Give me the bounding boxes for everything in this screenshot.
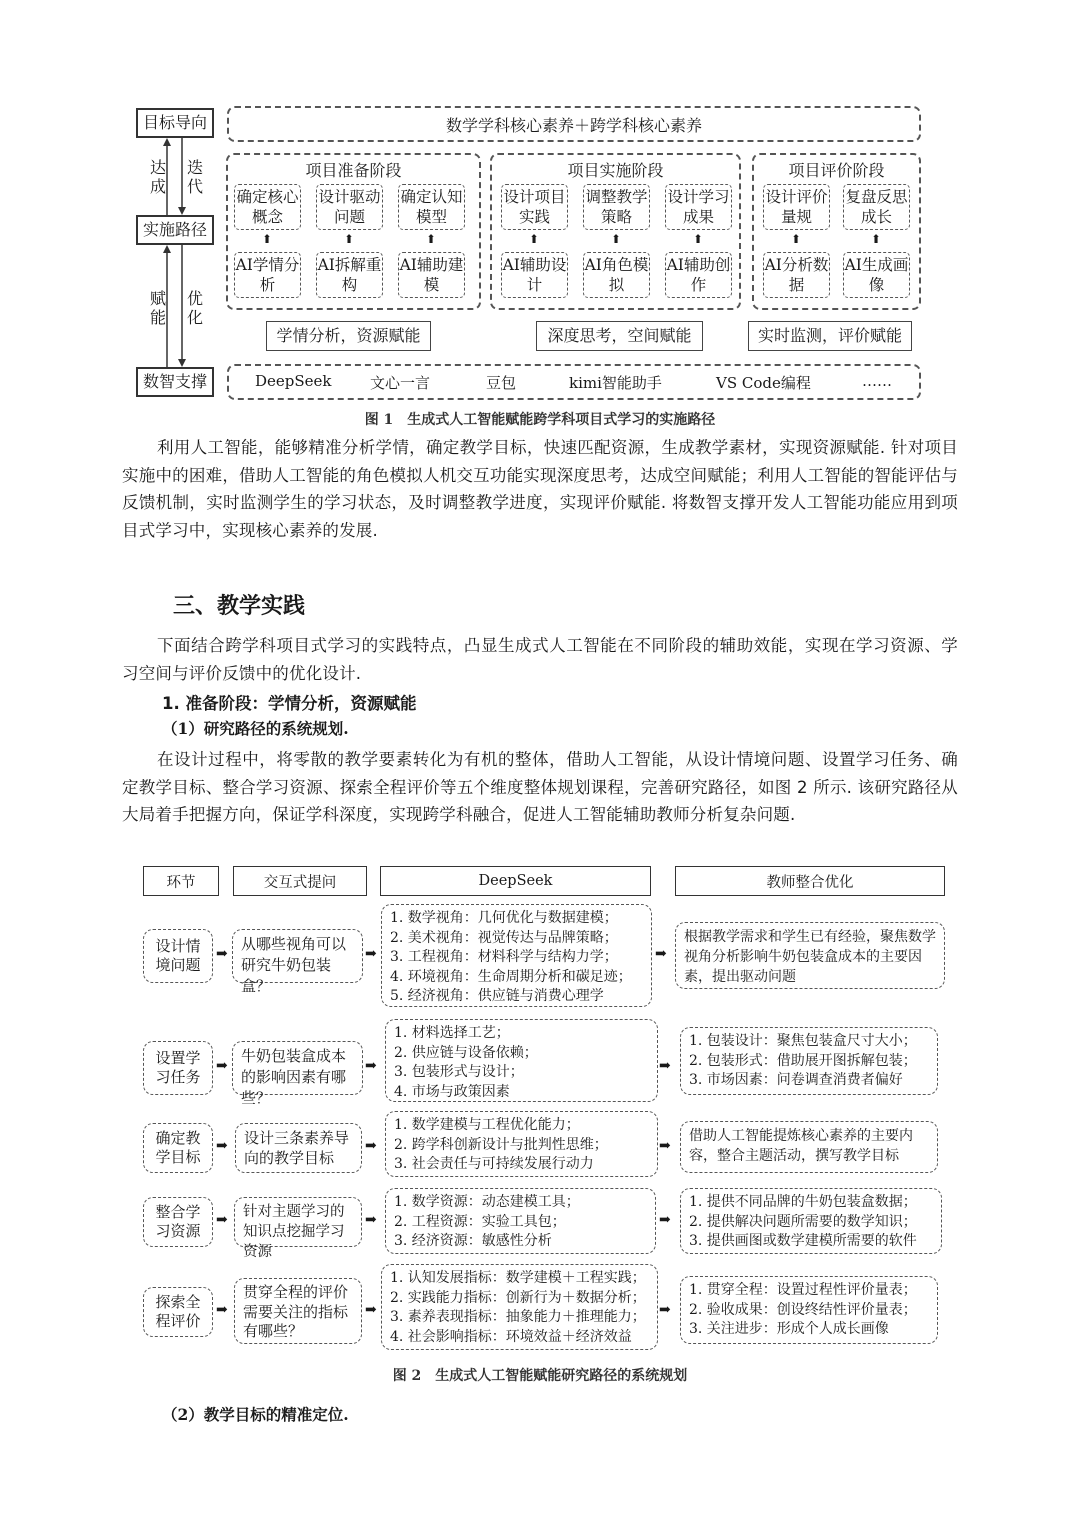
stage-evaluate-title: 项目评价阶段 [788, 161, 885, 180]
deepseek-box: 1. 认知发展指标：数学建模＋工程实践； 2. 实践能力指标：创新行为＋数据分析； 3. 素养表现指标：抽象能力＋推理能力； 4. 社会影响指标：环境效益＋经济效益 [381, 1264, 658, 1350]
arrow-right-icon: ➡ [659, 1138, 671, 1154]
step-box: 探索全程评价 [143, 1287, 213, 1337]
task-box: 设计驱动问题 [316, 184, 383, 230]
task-box: 设计学习成果 [665, 184, 732, 230]
teacher-box: 根据教学需求和学生已有经验，聚焦数学视角分析影响牛奶包装盒成本的主要因素，提出驱动问题 [675, 922, 945, 989]
subheading-1: 1. 准备阶段：学情分析，资源赋能 [162, 694, 417, 713]
tool-wenxin: 文心一言 [370, 374, 431, 392]
question-box: 从哪些视角可以研究牛奶包装盒？ [232, 929, 363, 983]
header-step: 环节 [143, 866, 219, 896]
ai-box: AI辅助建模 [398, 252, 465, 298]
arrow-right-icon: ➡ [216, 946, 228, 962]
section-title: 三、教学实践 [173, 594, 306, 619]
task-box: 设计项目实践 [501, 184, 568, 230]
ai-box: AI学情分析 [234, 252, 301, 298]
teacher-box: 1. 贯穿全程：设置过程性评价量表； 2. 验收成果：创设终结性评价量表； 3. 关注进步：形成个人成长画像 [680, 1276, 938, 1344]
task-box: 设计评价量规 [763, 184, 830, 230]
up-arrow-icon: ⬆ [425, 232, 437, 246]
step-box: 确定教学目标 [143, 1123, 213, 1173]
arrow-right-icon: ➡ [659, 1302, 671, 1318]
question-box: 贯穿全程的评价需要关注的指标有哪些？ [234, 1278, 362, 1344]
figure-2-caption: 图 2 生成式人工智能赋能研究路径的系统规划 [392, 1368, 688, 1384]
stage-prepare-title: 项目准备阶段 [305, 161, 402, 180]
task-box: 确定核心概念 [234, 184, 301, 230]
header-deepseek: DeepSeek [380, 866, 651, 896]
step-box: 整合学习资源 [143, 1197, 213, 1247]
implementation-path-box: 实施路径 [136, 215, 214, 245]
step-box: 设计情境问题 [143, 929, 213, 983]
arrow-right-icon: ➡ [216, 1302, 228, 1318]
up-arrow-icon: ⬆ [790, 232, 802, 246]
arrow-right-icon: ➡ [365, 946, 377, 962]
up-arrow-icon: ⬆ [528, 232, 540, 246]
up-arrow-icon: ⬆ [692, 232, 704, 246]
arrow-right-icon: ➡ [365, 1058, 377, 1074]
tool-kimi: kimi智能助手 [569, 374, 662, 392]
arrow-right-icon: ➡ [655, 946, 667, 962]
label-optimize: 优化 [186, 289, 203, 327]
figure-1-caption: 图 1 生成式人工智能赋能跨学科项目式学习的实施路径 [364, 412, 716, 428]
question-box: 设计三条素养导向的教学目标 [235, 1123, 362, 1173]
arrow-down-icon [178, 207, 186, 215]
arrow-right-icon: ➡ [365, 1138, 377, 1154]
deepseek-box: 1. 材料选择工艺； 2. 供应链与设备依赖； 3. 包装形式与设计； 4. 市场与政策因素 [385, 1019, 658, 1102]
empower-box: 深度思考，空间赋能 [536, 321, 703, 351]
goal-orientation-box: 目标导向 [136, 108, 214, 138]
digital-support-box: 数智支撑 [136, 367, 214, 397]
arrow-right-icon: ➡ [216, 1058, 228, 1074]
stage-implement-title: 项目实施阶段 [567, 161, 664, 180]
deepseek-box: 1. 数学资源：动态建模工具； 2. 工程资源：实验工具包； 3. 经济资源：敏感性分析 [385, 1188, 656, 1254]
task-box: 调整教学策略 [583, 184, 650, 230]
up-arrow-icon: ⬆ [261, 232, 273, 246]
ai-box: AI角色模拟 [583, 252, 650, 298]
teacher-box: 1. 包装设计：聚焦包装盒尺寸大小； 2. 包装形式：借助展开图拆解包装； 3. 市场因素：问卷调查消费者偏好 [680, 1027, 938, 1095]
arrow-right-icon: ➡ [659, 1058, 671, 1074]
up-arrow-icon: ⬆ [870, 232, 882, 246]
empower-box: 学情分析，资源赋能 [266, 321, 431, 351]
ai-box: AI拆解重构 [316, 252, 383, 298]
subheading-1-2: （2）教学目标的精准定位. [162, 1405, 349, 1424]
step-box: 设置学习任务 [143, 1041, 213, 1095]
task-box: 确定认知模型 [398, 184, 465, 230]
teacher-box: 1. 提供不同品牌的牛奶包装盒数据； 2. 提供解决问题所需要的数学知识； 3. 提供画图或数学建模所需要的软件 [680, 1188, 942, 1254]
question-box: 牛奶包装盒成本的影响因素有哪些？ [232, 1041, 363, 1095]
core-literacy-banner: 数学学科核心素养＋跨学科核心素养 [227, 106, 921, 142]
subheading-1-1: （1）研究路径的系统规划. [162, 719, 349, 738]
ai-box: AI辅助设计 [501, 252, 568, 298]
ai-box: AI辅助创作 [665, 252, 732, 298]
ai-box: AI分析数据 [763, 252, 830, 298]
tool-more: …… [862, 372, 892, 390]
header-question: 交互式提问 [233, 866, 367, 896]
empower-box: 实时监测，评价赋能 [748, 321, 912, 351]
arrow-right-icon: ➡ [216, 1212, 228, 1228]
up-arrow-icon: ⬆ [343, 232, 355, 246]
header-teacher: 教师整合优化 [675, 866, 945, 896]
question-box: 针对主题学习的知识点挖掘学习资源 [234, 1197, 362, 1247]
deepseek-box: 1. 数学视角：几何优化与数据建模； 2. 美术视角：视觉传达与品牌策略； 3. 工程视角：材料科学与结构力学； 4. 环境视角：生命周期分析和碳足迹； 5. 经济视角：供应链与消费心理学 [381, 904, 652, 1007]
paragraph-1: 利用人工智能，能够精准分析学情，确定教学目标，快速匹配资源，生成教学素材，实现资源赋能. 针对项目实施中的困难，借助人工智能的角色模拟人机交互功能实现深度思考，达成空间赋能；利用人工智能的智能评估与反馈机制，实时监测学生的学习状态，及时调整教学进度，实现评价赋能. 将数智支撑开发人工智能功能应用到项目式学习中，实现核心素养的发展. [122, 438, 958, 540]
tool-vscode: VS Code编程 [716, 374, 811, 392]
arrow-right-icon: ➡ [365, 1212, 377, 1228]
ai-box: AI生成画像 [843, 252, 910, 298]
arrow-right-icon: ➡ [216, 1138, 228, 1154]
arrow-right-icon: ➡ [659, 1212, 671, 1228]
label-achieve: 达成 [149, 158, 166, 196]
tool-doubao: 豆包 [486, 374, 517, 392]
task-box: 复盘反思成长 [843, 184, 910, 230]
label-empower: 赋能 [149, 289, 166, 327]
deepseek-box: 1. 数学建模与工程优化能力； 2. 跨学科创新设计与批判性思维； 3. 社会责任与可持续发展行动力 [385, 1111, 658, 1177]
arrow-right-icon: ➡ [365, 1302, 377, 1318]
paragraph-3: 在设计过程中，将零散的教学要素转化为有机的整体，借助人工智能，从设计情境问题、设置学习任务、确定教学目标、整合学习资源、探索全程评价等五个维度整体规划课程，完善研究路径，如图 2 所示. 该研究路径从大局着手把握方向，保证学科深度，实现跨学科融合，促进人工智能辅助教师分析复杂问题. [122, 750, 958, 824]
label-iterate: 迭代 [186, 158, 203, 196]
up-arrow-icon: ⬆ [610, 232, 622, 246]
tool-deepseek: DeepSeek [255, 372, 332, 390]
teacher-box: 借助人工智能提炼核心素养的主要内容，整合主题活动，撰写教学目标 [680, 1121, 938, 1173]
arrow-up-icon [163, 138, 171, 146]
paragraph-2: 下面结合跨学科项目式学习的实践特点，凸显生成式人工智能在不同阶段的辅助效能，实现在学习资源、学习空间与评价反馈中的优化设计. [122, 636, 958, 683]
